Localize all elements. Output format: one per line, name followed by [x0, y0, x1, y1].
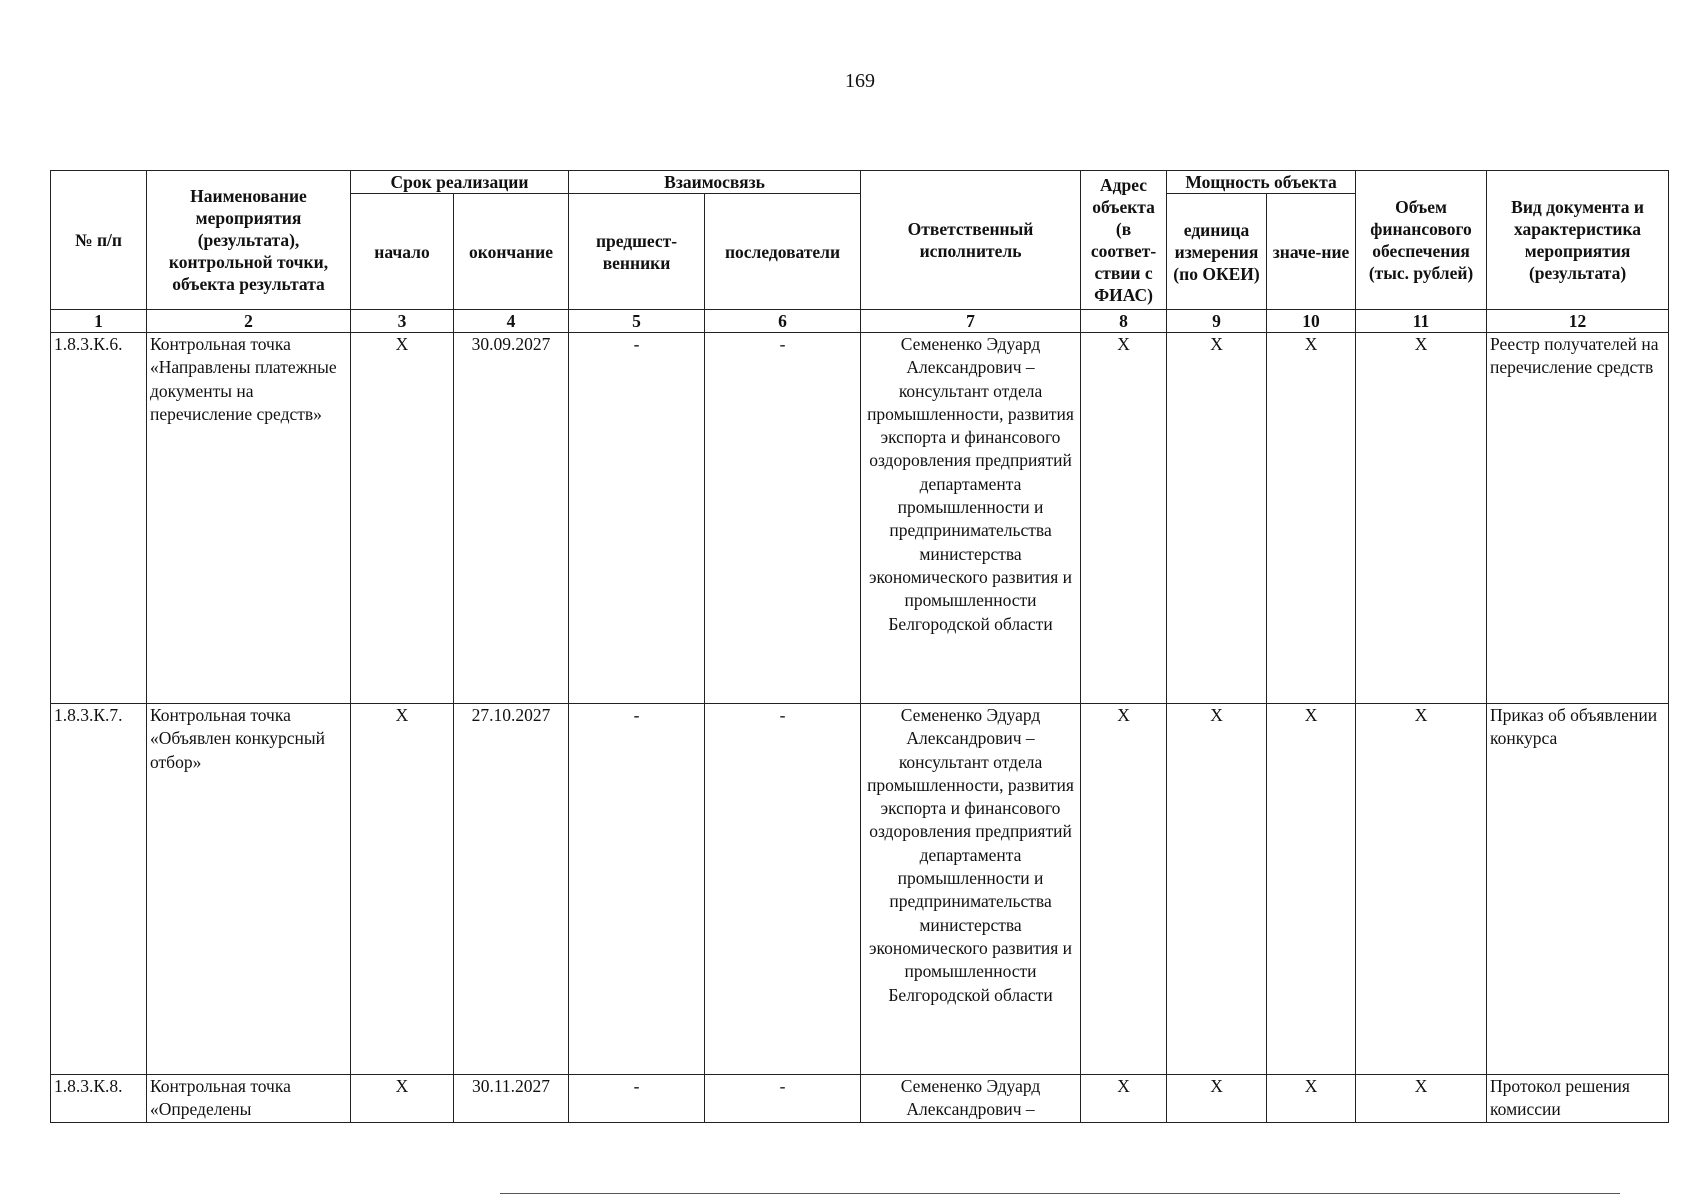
row-value: X [1267, 704, 1356, 1075]
row-num: 1.8.3.К.6. [51, 333, 147, 704]
row-value: X [1267, 333, 1356, 704]
header-term-end: окончание [454, 194, 569, 310]
column-number: 5 [569, 310, 705, 333]
column-number: 1 [51, 310, 147, 333]
header-link-next: последователи [705, 194, 861, 310]
table-row [51, 333, 1669, 704]
row-next: - [705, 704, 861, 1075]
header-finance: Объем финансового обеспечения (тыс. рублей) [1356, 171, 1487, 310]
row-doc: Реестр получателей на перечисление средств [1487, 333, 1669, 704]
row-start: X [351, 704, 454, 1075]
row-responsible: Семененко Эдуард Александрович – консультант отдела промышленности, развития экспорта и финансового оздоровления предприятий департамента промышленности и предпринимательства министерства экономического развития и промышленности Белгородской области [861, 333, 1081, 704]
header-capacity-unit: единица измерения (по ОКЕИ) [1167, 194, 1267, 310]
row-start: X [351, 333, 454, 704]
header-responsible: Ответственный исполнитель [861, 171, 1081, 310]
header-term-group: Срок реализации [351, 171, 569, 194]
header-link-prev: предшест-венники [569, 194, 705, 310]
row-address: X [1081, 1075, 1167, 1123]
row-start: X [351, 1075, 454, 1123]
table-row [51, 704, 1669, 1075]
plan-table [50, 170, 1669, 1123]
row-doc: Протокол решения комиссии [1487, 1075, 1669, 1123]
row-num: 1.8.3.К.7. [51, 704, 147, 1075]
row-value: X [1267, 1075, 1356, 1123]
row-finance: X [1356, 333, 1487, 704]
row-next: - [705, 1075, 861, 1123]
row-unit: X [1167, 704, 1267, 1075]
header-capacity-value: значе-ние [1267, 194, 1356, 310]
row-prev: - [569, 333, 705, 704]
row-num: 1.8.3.К.8. [51, 1075, 147, 1123]
row-finance: X [1356, 704, 1487, 1075]
row-doc: Приказ об объявлении конкурса [1487, 704, 1669, 1075]
row-prev: - [569, 1075, 705, 1123]
header-link-group: Взаимосвязь [569, 171, 861, 194]
column-number: 6 [705, 310, 861, 333]
row-next: - [705, 333, 861, 704]
row-responsible: Семененко Эдуард Александрович – консультант отдела промышленности, развития экспорта и финансового оздоровления предприятий департамента промышленности и предпринимательства министерства экономического развития и промышленности Белгородской области [861, 704, 1081, 1075]
column-number: 3 [351, 310, 454, 333]
column-number: 10 [1267, 310, 1356, 333]
header-row-1 [51, 171, 1669, 194]
row-unit: X [1167, 1075, 1267, 1123]
column-number: 2 [147, 310, 351, 333]
row-finance: X [1356, 1075, 1487, 1123]
row-end: 30.09.2027 [454, 333, 569, 704]
row-name: Контрольная точка «Объявлен конкурсный отбор» [147, 704, 351, 1075]
header-address: Адрес объекта (в соответ-ствии с ФИАС) [1081, 171, 1167, 310]
row-name: Контрольная точка «Направлены платежные документы на перечисление средств» [147, 333, 351, 704]
row-responsible: Семененко Эдуард Александрович – [861, 1075, 1081, 1123]
row-end: 27.10.2027 [454, 704, 569, 1075]
page-number: 169 [845, 70, 875, 92]
bottom-rule [500, 1193, 1620, 1194]
row-name: Контрольная точка «Определены [147, 1075, 351, 1123]
header-capacity-group: Мощность объекта [1167, 171, 1356, 194]
column-number: 11 [1356, 310, 1487, 333]
column-number: 7 [861, 310, 1081, 333]
column-number: 8 [1081, 310, 1167, 333]
row-address: X [1081, 333, 1167, 704]
header-term-start: начало [351, 194, 454, 310]
header-num: № п/п [51, 171, 147, 310]
table-row [51, 1075, 1669, 1123]
header-doc-type: Вид документа и характеристика мероприятия (результата) [1487, 171, 1669, 310]
column-number-row [51, 310, 1669, 333]
row-unit: X [1167, 333, 1267, 704]
row-address: X [1081, 704, 1167, 1075]
column-number: 4 [454, 310, 569, 333]
row-end: 30.11.2027 [454, 1075, 569, 1123]
column-number: 9 [1167, 310, 1267, 333]
header-name: Наименование мероприятия (результата), контрольной точки, объекта результата [147, 171, 351, 310]
column-number: 12 [1487, 310, 1669, 333]
row-prev: - [569, 704, 705, 1075]
